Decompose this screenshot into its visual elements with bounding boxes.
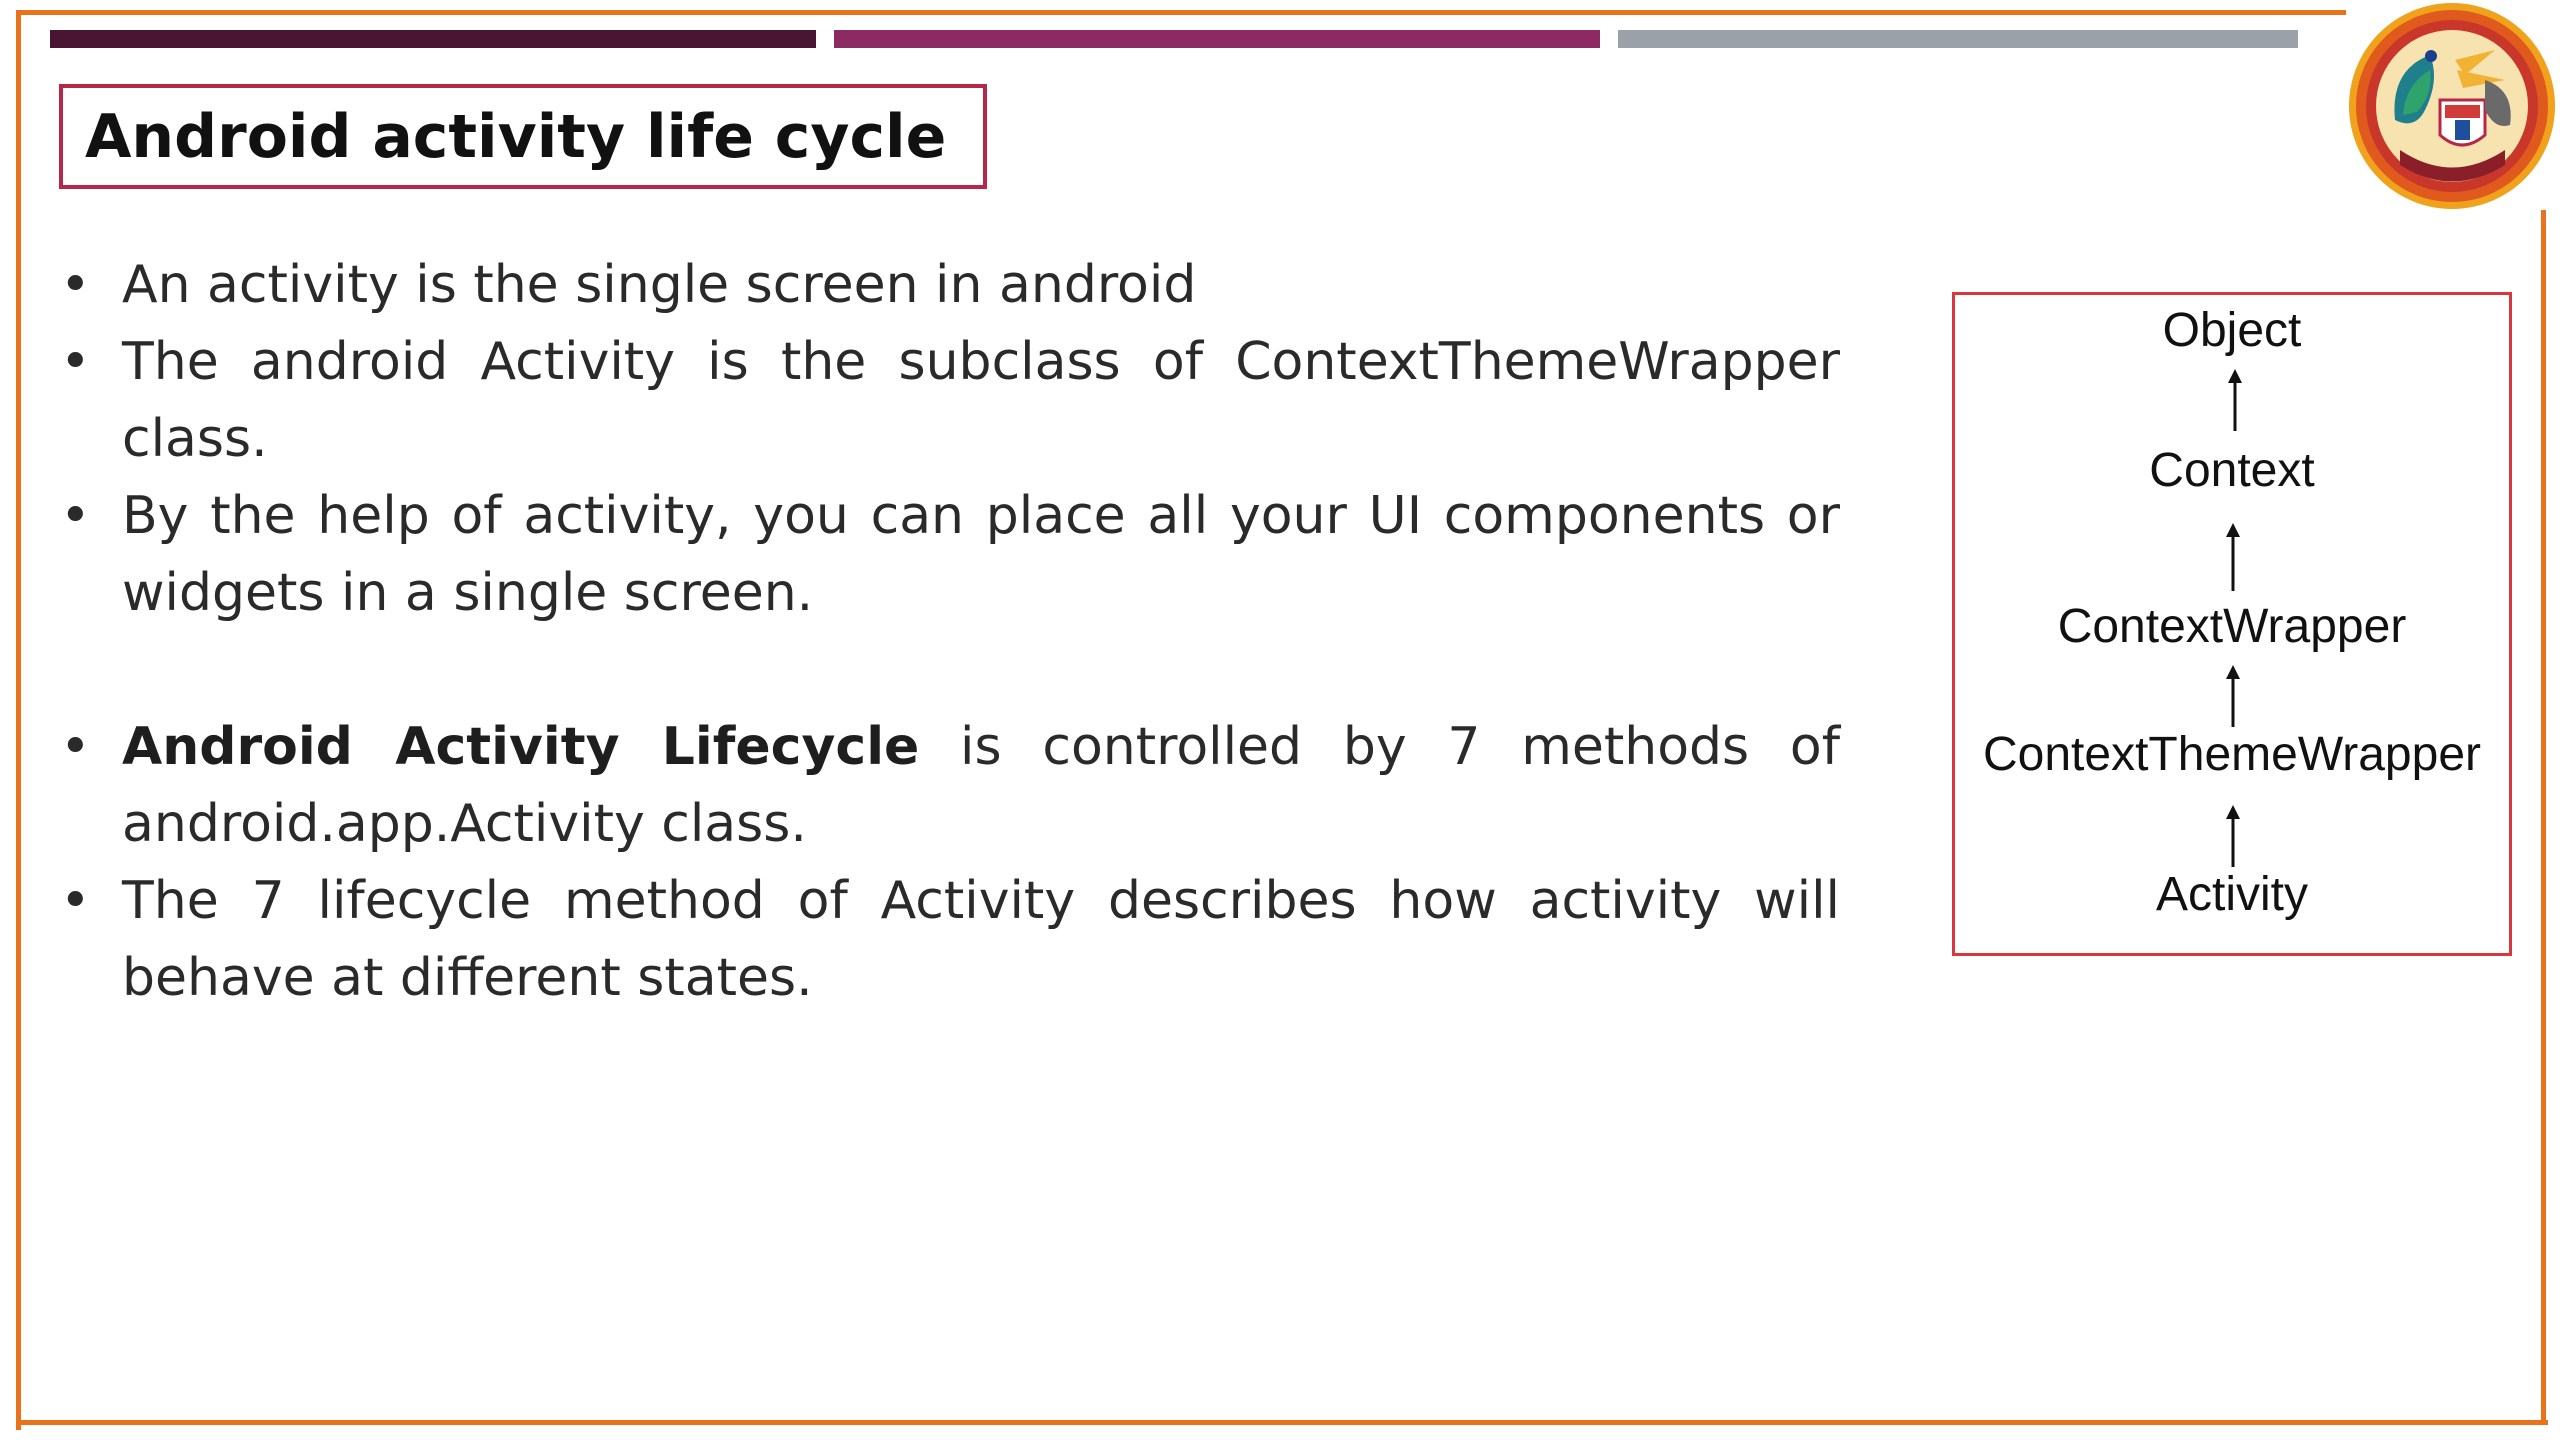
hierarchy-node-contextthemewrapper: ContextThemeWrapper [1983,728,2481,781]
class-hierarchy-diagram [1952,292,2512,956]
slide-frame-right [2541,210,2546,1425]
bullet-dot: • [60,871,91,931]
arrow-up-icon [2223,521,2243,591]
page-title: Android activity life cycle [85,101,947,172]
bullet-text: An activity is the single screen in android [122,255,1197,315]
hierarchy-node-object: Object [2162,304,2302,357]
slide-frame-bottom [16,1420,2548,1425]
header-bar-dark [50,30,816,48]
list-item [60,863,1840,1017]
list-item [60,478,1840,632]
hierarchy-node-context: Context [2149,444,2315,497]
arrow-up-icon [2223,663,2243,727]
hierarchy-node-contextwrapper: ContextWrapper [2057,600,2407,653]
bullet-text: By the help of activity, you can place all your UI components or widgets in a single screen. [122,486,1840,623]
list-item [60,709,1840,863]
list-item [60,247,1840,324]
arrow-up-icon [2225,367,2245,431]
slide-frame-top [16,10,2346,15]
bullet-dot: • [60,332,91,392]
slide-frame-left [16,10,21,1430]
bullet-bold-text: Android Activity Lifecycle [122,717,920,777]
bullet-dot: • [60,486,91,546]
header-bar-gray [1618,30,2298,48]
bullet-dot: • [60,717,91,777]
bullet-list [60,247,1840,1017]
title-box [59,84,987,189]
university-seal-logo [2345,0,2560,210]
bullet-dot: • [60,255,91,315]
hierarchy-node-activity: Activity [2155,868,2308,921]
list-item [60,324,1840,478]
bullet-text: The android Activity is the subclass of ContextThemeWrapper class. [122,332,1840,469]
bullet-text: The 7 lifecycle method of Activity describes how activity will behave at different states. [122,871,1840,1008]
arrow-up-icon [2223,803,2243,867]
header-bar-magenta [834,30,1600,48]
bullet-text: is controlled by 7 methods of android.app.Activity class. [122,717,1840,854]
